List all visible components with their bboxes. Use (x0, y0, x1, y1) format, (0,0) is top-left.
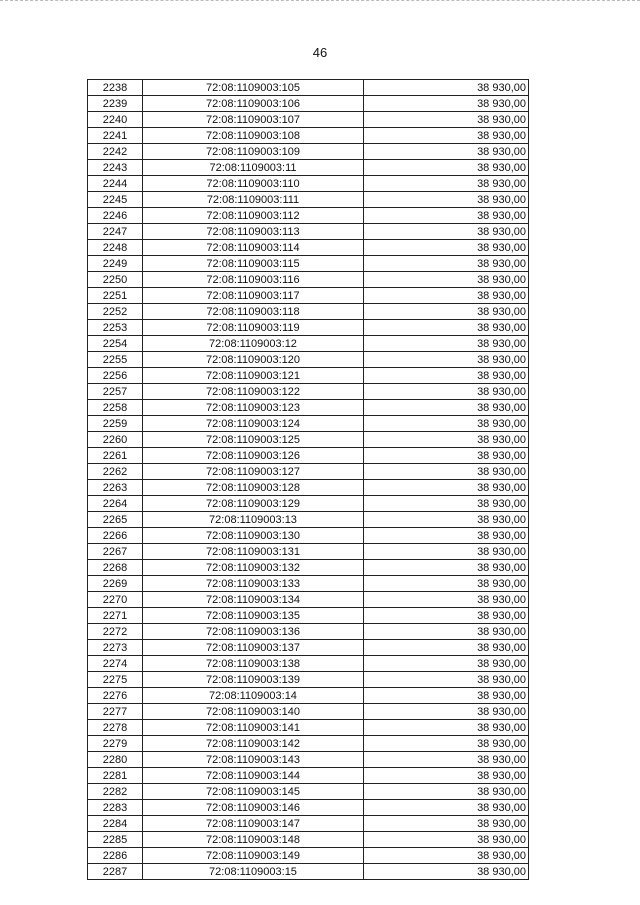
table-row (88, 656, 529, 672)
cadastral-number-cell: 72:08:1109003:109 (143, 144, 364, 160)
cadastral-value-cell: 38 930,00 (364, 480, 529, 496)
cadastral-number-cell: 72:08:1109003:115 (143, 256, 364, 272)
row-number-cell: 2283 (88, 800, 143, 816)
cadastral-value-cell: 38 930,00 (364, 272, 529, 288)
row-number-cell: 2273 (88, 640, 143, 656)
cadastral-value-cell: 38 930,00 (364, 400, 529, 416)
row-number-cell: 2276 (88, 688, 143, 704)
table-row (88, 560, 529, 576)
row-number-cell: 2243 (88, 160, 143, 176)
cadastral-number-cell: 72:08:1109003:133 (143, 576, 364, 592)
cadastral-value-cell: 38 930,00 (364, 112, 529, 128)
cadastral-value-cell: 38 930,00 (364, 352, 529, 368)
cadastral-number-cell: 72:08:1109003:135 (143, 608, 364, 624)
cadastral-number-cell: 72:08:1109003:13 (143, 512, 364, 528)
cadastral-number-cell: 72:08:1109003:15 (143, 864, 364, 880)
cadastral-number-cell: 72:08:1109003:132 (143, 560, 364, 576)
cadastral-value-cell: 38 930,00 (364, 736, 529, 752)
cadastral-number-cell: 72:08:1109003:107 (143, 112, 364, 128)
cadastral-value-cell: 38 930,00 (364, 160, 529, 176)
cadastral-number-cell: 72:08:1109003:106 (143, 96, 364, 112)
cadastral-value-cell: 38 930,00 (364, 656, 529, 672)
row-number-cell: 2265 (88, 512, 143, 528)
cadastral-number-cell: 72:08:1109003:136 (143, 624, 364, 640)
row-number-cell: 2241 (88, 128, 143, 144)
cadastral-value-cell: 38 930,00 (364, 832, 529, 848)
row-number-cell: 2249 (88, 256, 143, 272)
table-row (88, 80, 529, 96)
cadastral-value-cell: 38 930,00 (364, 496, 529, 512)
cadastral-value-cell: 38 930,00 (364, 544, 529, 560)
row-number-cell: 2244 (88, 176, 143, 192)
table-row (88, 624, 529, 640)
cadastral-value-cell: 38 930,00 (364, 768, 529, 784)
cadastral-number-cell: 72:08:1109003:140 (143, 704, 364, 720)
page-number: 46 (312, 45, 328, 60)
table-row (88, 848, 529, 864)
cadastral-value-cell: 38 930,00 (364, 672, 529, 688)
row-number-cell: 2242 (88, 144, 143, 160)
table-row (88, 128, 529, 144)
cadastral-number-cell: 72:08:1109003:127 (143, 464, 364, 480)
row-number-cell: 2282 (88, 784, 143, 800)
row-number-cell: 2270 (88, 592, 143, 608)
row-number-cell: 2267 (88, 544, 143, 560)
table-row (88, 672, 529, 688)
cadastral-number-cell: 72:08:1109003:112 (143, 208, 364, 224)
row-number-cell: 2263 (88, 480, 143, 496)
row-number-cell: 2255 (88, 352, 143, 368)
cadastral-number-cell: 72:08:1109003:14 (143, 688, 364, 704)
row-number-cell: 2264 (88, 496, 143, 512)
cadastral-number-cell: 72:08:1109003:143 (143, 752, 364, 768)
cadastral-number-cell: 72:08:1109003:142 (143, 736, 364, 752)
cadastral-value-cell: 38 930,00 (364, 704, 529, 720)
row-number-cell: 2278 (88, 720, 143, 736)
row-number-cell: 2247 (88, 224, 143, 240)
row-number-cell: 2248 (88, 240, 143, 256)
cadastral-number-cell: 72:08:1109003:147 (143, 816, 364, 832)
cadastral-value-cell: 38 930,00 (364, 304, 529, 320)
cadastral-number-cell: 72:08:1109003:141 (143, 720, 364, 736)
cadastral-number-cell: 72:08:1109003:114 (143, 240, 364, 256)
row-number-cell: 2281 (88, 768, 143, 784)
cadastral-value-cell: 38 930,00 (364, 240, 529, 256)
cadastral-number-cell: 72:08:1109003:144 (143, 768, 364, 784)
cadastral-value-cell: 38 930,00 (364, 800, 529, 816)
table-row (88, 448, 529, 464)
row-number-cell: 2254 (88, 336, 143, 352)
table-row (88, 240, 529, 256)
table-row (88, 400, 529, 416)
row-number-cell: 2280 (88, 752, 143, 768)
cadastral-number-cell: 72:08:1109003:120 (143, 352, 364, 368)
cadastral-number-cell: 72:08:1109003:125 (143, 432, 364, 448)
cadastral-value-cell: 38 930,00 (364, 512, 529, 528)
row-number-cell: 2287 (88, 864, 143, 880)
table-row (88, 688, 529, 704)
table-row (88, 752, 529, 768)
row-number-cell: 2266 (88, 528, 143, 544)
cadastral-value-cell: 38 930,00 (364, 144, 529, 160)
cadastral-number-cell: 72:08:1109003:108 (143, 128, 364, 144)
cadastral-value-cell: 38 930,00 (364, 224, 529, 240)
table-row (88, 416, 529, 432)
table-row (88, 768, 529, 784)
cadastral-number-cell: 72:08:1109003:123 (143, 400, 364, 416)
table-row (88, 720, 529, 736)
cadastral-value-cell: 38 930,00 (364, 624, 529, 640)
table-row (88, 288, 529, 304)
cadastral-value-cell: 38 930,00 (364, 464, 529, 480)
cadastral-number-cell: 72:08:1109003:119 (143, 320, 364, 336)
cadastral-value-cell: 38 930,00 (364, 816, 529, 832)
cadastral-value-cell: 38 930,00 (364, 592, 529, 608)
table-row (88, 304, 529, 320)
cadastral-value-cell: 38 930,00 (364, 256, 529, 272)
table-row (88, 512, 529, 528)
table-row (88, 176, 529, 192)
cadastral-number-cell: 72:08:1109003:128 (143, 480, 364, 496)
row-number-cell: 2260 (88, 432, 143, 448)
table-row (88, 384, 529, 400)
table-row (88, 528, 529, 544)
page-top-edge (0, 0, 640, 2)
row-number-cell: 2274 (88, 656, 143, 672)
cadastral-number-cell: 72:08:1109003:129 (143, 496, 364, 512)
cadastral-number-cell: 72:08:1109003:110 (143, 176, 364, 192)
table-row (88, 368, 529, 384)
cadastral-value-cell: 38 930,00 (364, 864, 529, 880)
cadastral-number-cell: 72:08:1109003:117 (143, 288, 364, 304)
row-number-cell: 2268 (88, 560, 143, 576)
row-number-cell: 2245 (88, 192, 143, 208)
cadastral-number-cell: 72:08:1109003:148 (143, 832, 364, 848)
cadastral-value-cell: 38 930,00 (364, 128, 529, 144)
row-number-cell: 2277 (88, 704, 143, 720)
table-row (88, 704, 529, 720)
cadastral-value-cell: 38 930,00 (364, 752, 529, 768)
cadastral-number-cell: 72:08:1109003:105 (143, 80, 364, 96)
table-row (88, 336, 529, 352)
table-row (88, 112, 529, 128)
row-number-cell: 2275 (88, 672, 143, 688)
table-row (88, 352, 529, 368)
row-number-cell: 2272 (88, 624, 143, 640)
cadastral-value-table (87, 79, 529, 880)
table-row (88, 144, 529, 160)
cadastral-value-cell: 38 930,00 (364, 96, 529, 112)
cadastral-number-cell: 72:08:1109003:126 (143, 448, 364, 464)
cadastral-value-cell: 38 930,00 (364, 320, 529, 336)
table-row (88, 224, 529, 240)
row-number-cell: 2250 (88, 272, 143, 288)
cadastral-value-cell: 38 930,00 (364, 784, 529, 800)
table-row (88, 464, 529, 480)
cadastral-value-cell: 38 930,00 (364, 368, 529, 384)
row-number-cell: 2240 (88, 112, 143, 128)
cadastral-value-cell: 38 930,00 (364, 528, 529, 544)
table-row (88, 272, 529, 288)
cadastral-value-cell: 38 930,00 (364, 720, 529, 736)
row-number-cell: 2251 (88, 288, 143, 304)
cadastral-number-cell: 72:08:1109003:130 (143, 528, 364, 544)
table-row (88, 496, 529, 512)
cadastral-value-cell: 38 930,00 (364, 416, 529, 432)
cadastral-number-cell: 72:08:1109003:118 (143, 304, 364, 320)
cadastral-number-cell: 72:08:1109003:124 (143, 416, 364, 432)
cadastral-value-cell: 38 930,00 (364, 688, 529, 704)
cadastral-value-cell: 38 930,00 (364, 432, 529, 448)
cadastral-number-cell: 72:08:1109003:137 (143, 640, 364, 656)
row-number-cell: 2253 (88, 320, 143, 336)
table-row (88, 592, 529, 608)
cadastral-value-cell: 38 930,00 (364, 384, 529, 400)
row-number-cell: 2262 (88, 464, 143, 480)
table-row (88, 640, 529, 656)
table-row (88, 208, 529, 224)
table-row (88, 544, 529, 560)
cadastral-value-cell: 38 930,00 (364, 288, 529, 304)
table-body (88, 80, 529, 880)
row-number-cell: 2284 (88, 816, 143, 832)
cadastral-value-cell: 38 930,00 (364, 608, 529, 624)
cadastral-value-cell: 38 930,00 (364, 448, 529, 464)
row-number-cell: 2285 (88, 832, 143, 848)
row-number-cell: 2269 (88, 576, 143, 592)
table-row (88, 480, 529, 496)
row-number-cell: 2239 (88, 96, 143, 112)
table-row (88, 736, 529, 752)
cadastral-value-cell: 38 930,00 (364, 848, 529, 864)
table-row (88, 608, 529, 624)
row-number-cell: 2279 (88, 736, 143, 752)
cadastral-value-cell: 38 930,00 (364, 336, 529, 352)
cadastral-number-cell: 72:08:1109003:146 (143, 800, 364, 816)
cadastral-number-cell: 72:08:1109003:139 (143, 672, 364, 688)
cadastral-value-cell: 38 930,00 (364, 560, 529, 576)
table-row (88, 864, 529, 880)
table-row (88, 320, 529, 336)
row-number-cell: 2238 (88, 80, 143, 96)
table-row (88, 800, 529, 816)
row-number-cell: 2258 (88, 400, 143, 416)
table-row (88, 96, 529, 112)
cadastral-number-cell: 72:08:1109003:149 (143, 848, 364, 864)
row-number-cell: 2286 (88, 848, 143, 864)
cadastral-value-cell: 38 930,00 (364, 176, 529, 192)
table-row (88, 784, 529, 800)
cadastral-number-cell: 72:08:1109003:122 (143, 384, 364, 400)
cadastral-number-cell: 72:08:1109003:11 (143, 160, 364, 176)
row-number-cell: 2261 (88, 448, 143, 464)
table-row (88, 576, 529, 592)
cadastral-value-cell: 38 930,00 (364, 640, 529, 656)
table-row (88, 160, 529, 176)
cadastral-value-cell: 38 930,00 (364, 208, 529, 224)
cadastral-number-cell: 72:08:1109003:12 (143, 336, 364, 352)
cadastral-number-cell: 72:08:1109003:134 (143, 592, 364, 608)
row-number-cell: 2246 (88, 208, 143, 224)
cadastral-number-cell: 72:08:1109003:138 (143, 656, 364, 672)
cadastral-value-cell: 38 930,00 (364, 80, 529, 96)
cadastral-number-cell: 72:08:1109003:113 (143, 224, 364, 240)
row-number-cell: 2257 (88, 384, 143, 400)
table-row (88, 832, 529, 848)
table-row (88, 816, 529, 832)
row-number-cell: 2252 (88, 304, 143, 320)
row-number-cell: 2259 (88, 416, 143, 432)
row-number-cell: 2271 (88, 608, 143, 624)
table-row (88, 256, 529, 272)
table-row (88, 192, 529, 208)
cadastral-value-cell: 38 930,00 (364, 576, 529, 592)
cadastral-number-cell: 72:08:1109003:111 (143, 192, 364, 208)
cadastral-number-cell: 72:08:1109003:121 (143, 368, 364, 384)
cadastral-number-cell: 72:08:1109003:145 (143, 784, 364, 800)
cadastral-value-cell: 38 930,00 (364, 192, 529, 208)
row-number-cell: 2256 (88, 368, 143, 384)
cadastral-number-cell: 72:08:1109003:116 (143, 272, 364, 288)
cadastral-number-cell: 72:08:1109003:131 (143, 544, 364, 560)
table-row (88, 432, 529, 448)
